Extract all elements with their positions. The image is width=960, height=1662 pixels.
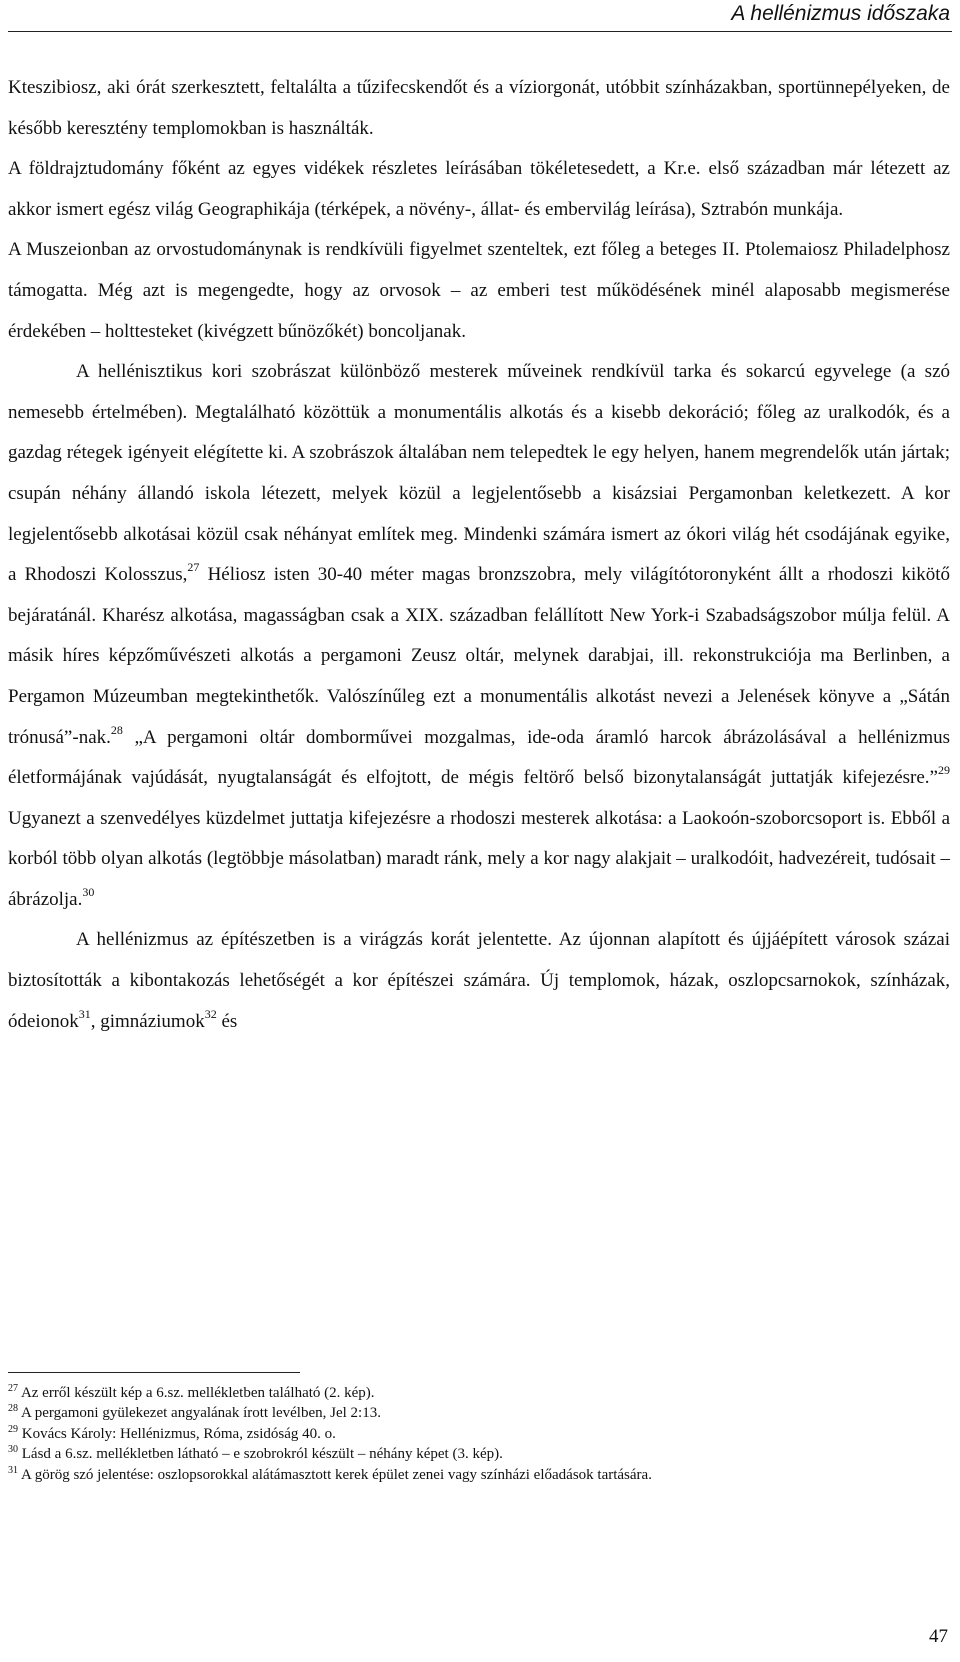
footnote-text: A pergamoni gyülekezet angyalának írott levélben, Jel 2:13. bbox=[20, 1405, 381, 1422]
sculpture-text-2: Héliosz isten 30-40 méter magas bronzszobra, mely világítótoronyként állt a rhodoszi kikötő bejáratánál. Kharész alkotása, magasságban csak a XIX. században felállított New York-i Szabadságszobor múlja felül. A másik híres képzőművészeti alkotás a pergamoni Zeusz oltár, melynek darabjai, ill. rekonstrukciója ma Berlinben, a Pergamon Múzeumban megtekinthetők. Valószínűleg ezt a monumentális alkotást nevezi a Jelenések könyve a „Sátán trónusá”-nak. bbox=[8, 564, 950, 748]
architecture-text-1: A hellénizmus az építészetben is a virágzás korát jelentette. Az újonnan alapított és újjáépített városok százai biztosították a kibontakozás lehetőségét a kor építészei számára. Új templomok, házak, oszlopcsarnokok, színházak, ódeionok bbox=[8, 929, 950, 1032]
page-header bbox=[0, 0, 960, 32]
paragraph-medicine: A Muszeionban az orvostudománynak is rendkívüli figyelmet szenteltek, ezt főleg a beteges II. Ptolemaiosz Philadelphosz támogatta. Még azt is megengedte, hogy az orvosok – az emberi test működésének minél alaposabb megismerése érdekében – holttesteket (kivégzett bűnözőkét) boncoljanak. bbox=[8, 239, 950, 342]
footnote-text: Kovács Károly: Hellénizmus, Róma, zsidóság 40. o. bbox=[21, 1425, 336, 1442]
footnote bbox=[8, 1403, 950, 1423]
body-text bbox=[8, 68, 950, 1042]
footnote bbox=[8, 1383, 950, 1403]
sculpture-text-3: „A pergamoni oltár domborművei mozgalmas, ide-oda áramló harcok ábrázolásával a hellénizmus életformájának vajúdását, nyugtalanságát és elfojtott, de mégis feltörő belső bizonytalanságát juttatják kifejezésre.” bbox=[8, 726, 950, 789]
architecture-text-3: és bbox=[216, 1010, 238, 1032]
paragraph-sculpture bbox=[8, 352, 950, 920]
footnote-ref-27: 27 bbox=[187, 560, 200, 575]
footnote-ref-30: 30 bbox=[82, 884, 95, 899]
sculpture-text-1: A hellénisztikus kori szobrászat különböző mesterek műveinek rendkívül tarka és sokarcú egyvelege (a szó nemesebb értelmében). Megtalálható közöttük a monumentális alkotás és a kisebb dekoráció; főleg az uralkodók, és a gazdag rétegek igényeit elégítette ki. A szobrászok általában nem telepedtek le egy helyen, hanem megrendelők után jártak; csupán néhány állandó iskola létezett, melyek közül a legjelentősebb a kisázsiai Pergamonban keletkezett. A kor legjelentősebb alkotásai közül csak néhányat említek meg. Mindenki számára ismert az ókori világ hét csodájának egyike, a Rhodoszi Kolosszus, bbox=[8, 361, 950, 586]
footnote-number: 30 bbox=[8, 1444, 18, 1456]
footnote bbox=[8, 1465, 950, 1485]
footnote-text: Lásd a 6.sz. mellékletben látható – e szobrokról készült – néhány képet (3. kép). bbox=[21, 1446, 503, 1463]
footnote-text: Az erről készült kép a 6.sz. mellékletben található (2. kép). bbox=[20, 1385, 375, 1401]
footnote-ref-28: 28 bbox=[110, 722, 123, 737]
page-number: 47 bbox=[929, 1626, 948, 1647]
architecture-text-2: , gimnáziumok bbox=[90, 1010, 205, 1032]
running-title: A hellénizmus időszaka bbox=[731, 2, 950, 25]
paragraph-geography: A földrajztudomány főként az egyes vidékek részletes leírásában tökéletesedett, a Kr.e. első században már létezett az akkor ismert egész világ Geographikája (térképek, a növény-, állat- és embervilág leírása), Sztrabón munkája. bbox=[8, 158, 950, 220]
footnote-text: A görög szó jelentése: oszlopsorokkal alátámasztott kerek épület zenei vagy színházi előadások tartására. bbox=[20, 1466, 652, 1483]
footnote-number: 27 bbox=[8, 1383, 18, 1394]
sculpture-text-4: Ugyanezt a szenvedélyes küzdelmet juttatja kifejezésre a rhodoszi mesterek alkotása: a Laokoón-szoborcsoport is. Ebből a korból több olyan alkotás (legtöbbje másolatban) maradt ránk, mely a kor nagy alakjait – uralkodóit, hadvezéreit, tudósait – ábrázolja. bbox=[8, 807, 950, 910]
paragraph-architecture bbox=[8, 920, 950, 1042]
footnote-ref-31: 31 bbox=[78, 1006, 91, 1021]
footnote bbox=[8, 1424, 950, 1444]
footnote-ref-32: 32 bbox=[204, 1006, 217, 1021]
footnote-number: 28 bbox=[8, 1403, 18, 1415]
footnotes bbox=[8, 1383, 950, 1485]
header-rule bbox=[8, 31, 952, 32]
footnote-number: 29 bbox=[8, 1423, 18, 1435]
footnote-number: 31 bbox=[8, 1464, 18, 1476]
footnote-ref-29: 29 bbox=[938, 763, 950, 778]
footnote bbox=[8, 1444, 950, 1464]
paragraph-ktesziobiosz: Kteszibiosz, aki órát szerkesztett, feltalálta a tűzifecskendőt és a víziorgonát, utóbbit színházakban, sportünnepélyeken, de később keresztény templomokban is használták. bbox=[8, 77, 950, 139]
footnote-separator bbox=[8, 1372, 300, 1373]
